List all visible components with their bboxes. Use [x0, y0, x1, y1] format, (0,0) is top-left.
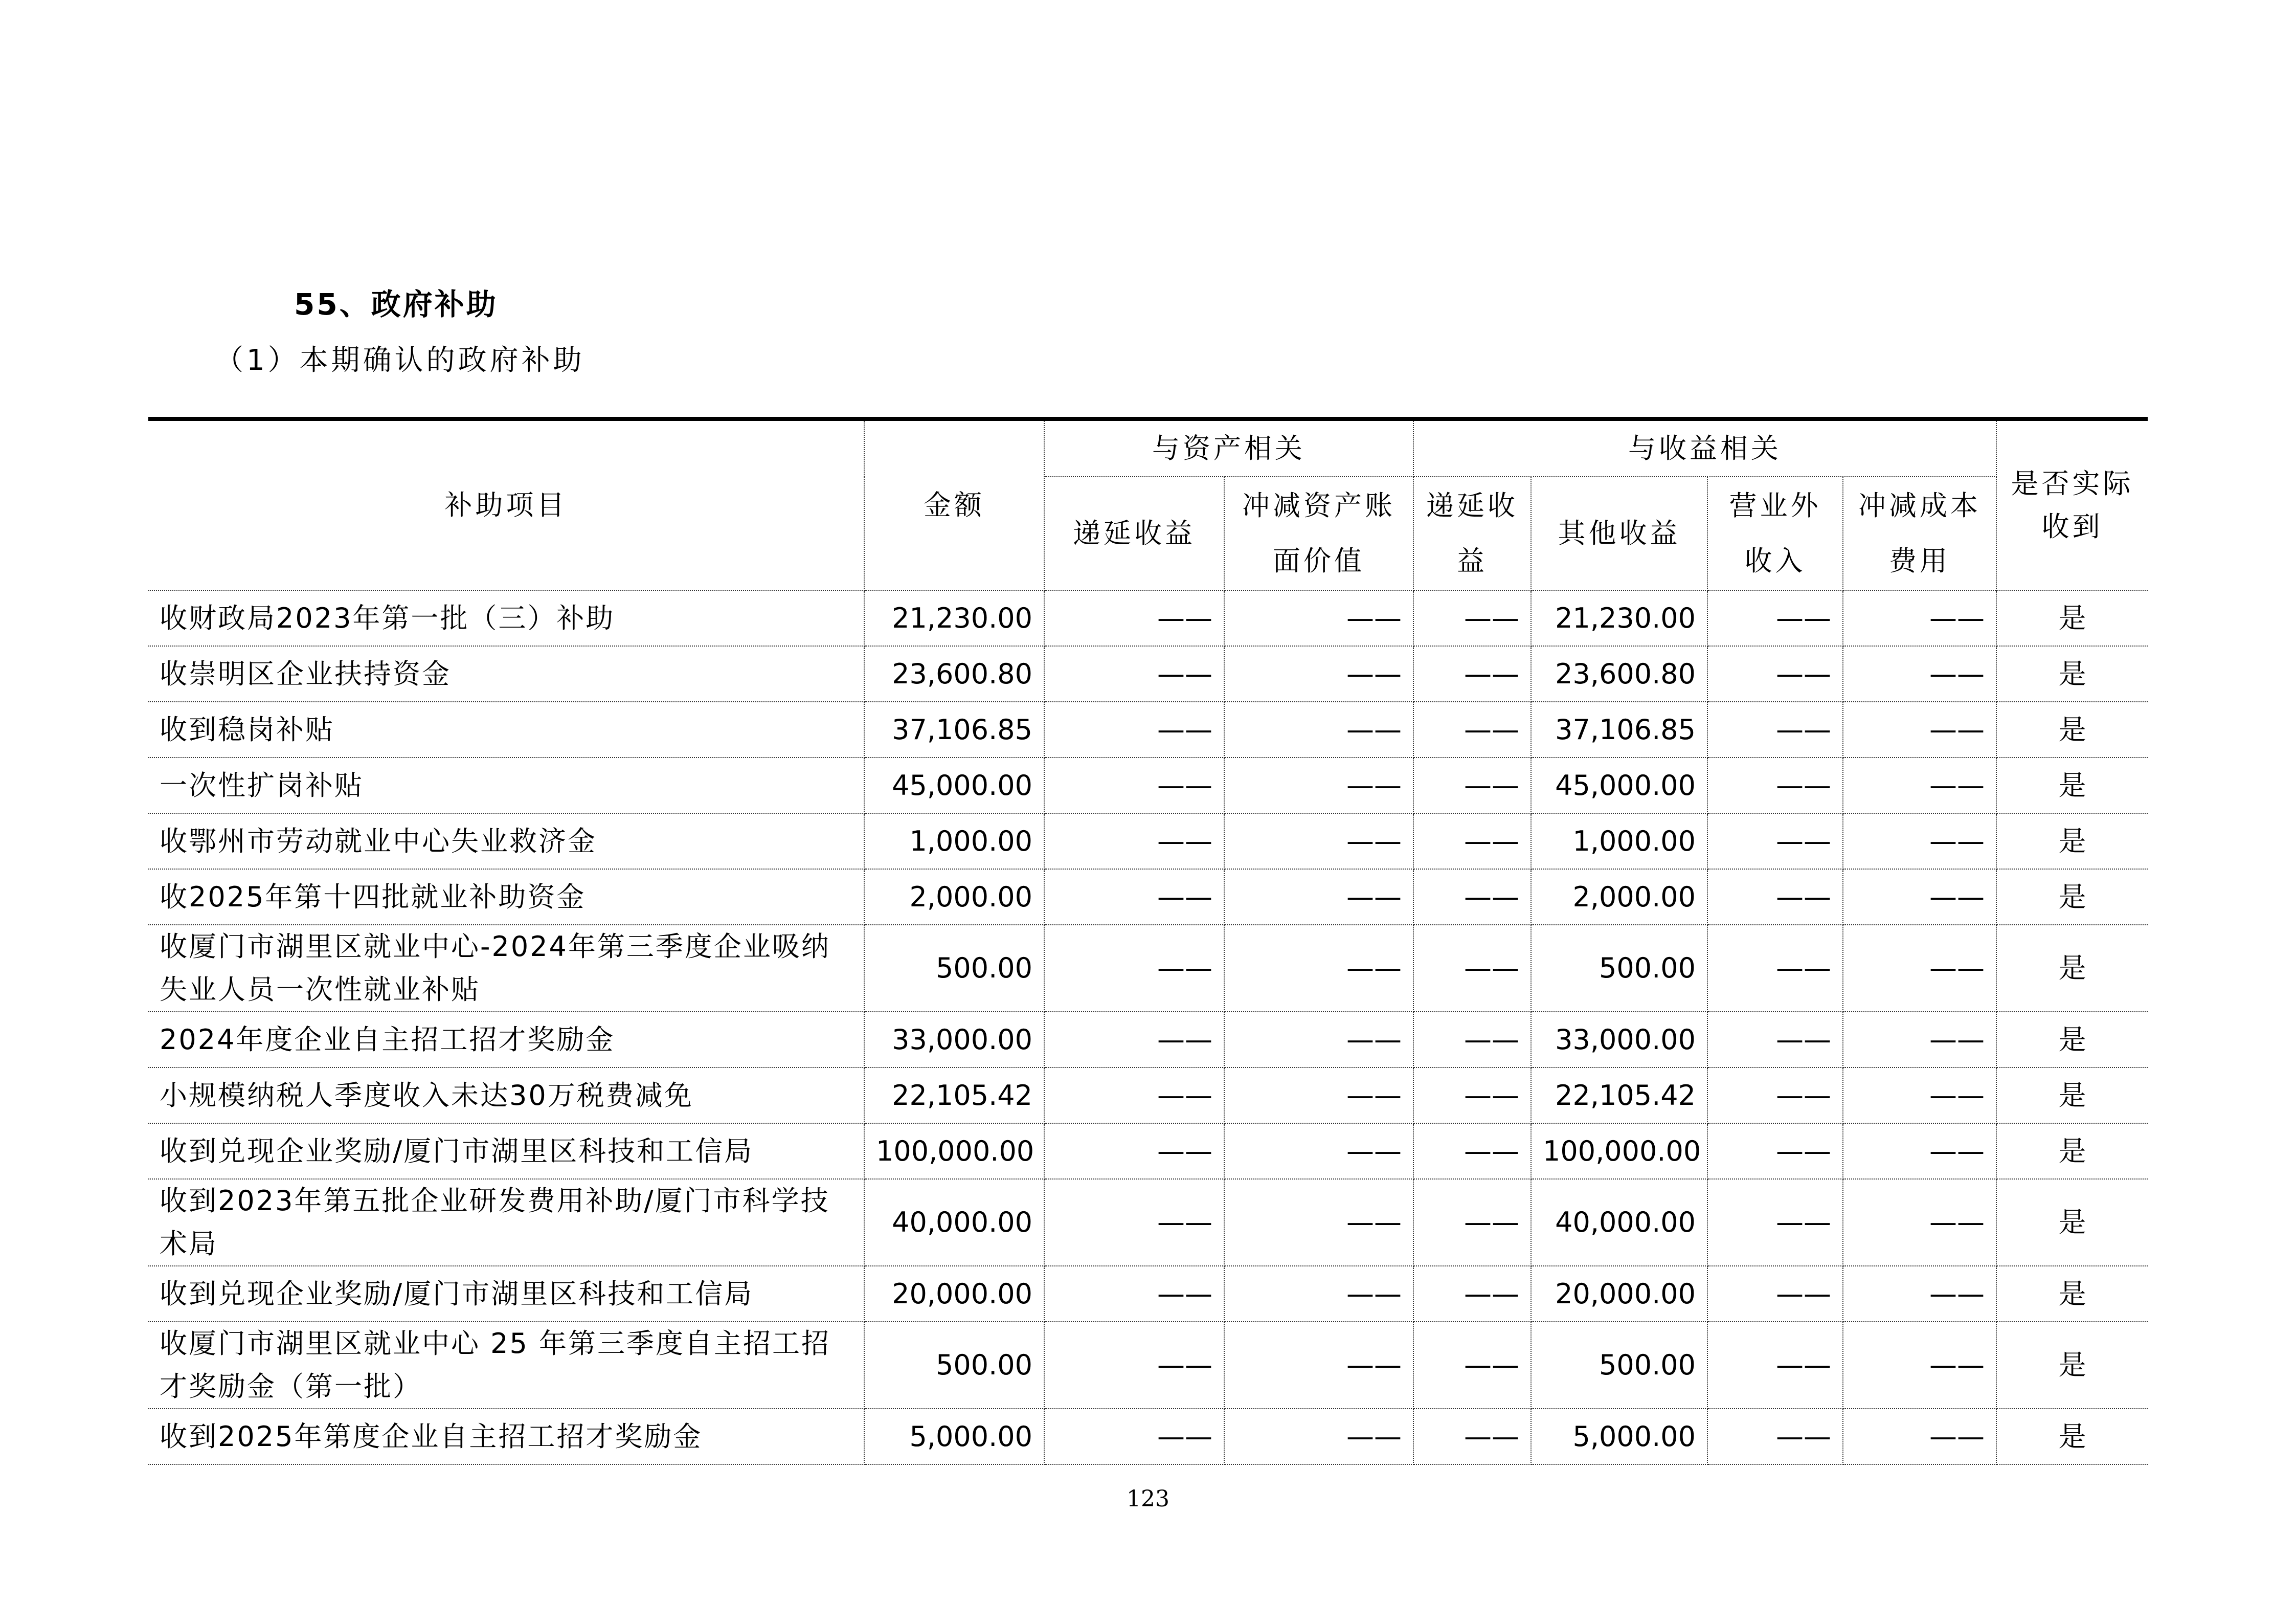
cell-non-operating: ——: [1707, 869, 1843, 925]
cell-other-income: 500.00: [1531, 1322, 1707, 1409]
cell-item: 2024年度企业自主招工招才奖励金: [148, 1012, 864, 1067]
cell-income-deferred: ——: [1413, 869, 1531, 925]
cell-amount: 500.00: [864, 1322, 1044, 1409]
cell-cost-offset: ——: [1843, 1322, 1996, 1409]
cell-non-operating: ——: [1707, 1322, 1843, 1409]
table-row: [148, 1123, 2148, 1179]
cell-asset-deferred: ——: [1044, 702, 1224, 758]
section-title: 55、政府补助: [294, 287, 498, 322]
cell-non-operating: ——: [1707, 1067, 1843, 1123]
cell-cost-offset: ——: [1843, 869, 1996, 925]
cell-income-deferred: ——: [1413, 702, 1531, 758]
header-cost-offset: 冲减成本费用: [1843, 477, 1996, 590]
cell-non-operating: ——: [1707, 1123, 1843, 1179]
header-asset-related: 与资产相关: [1044, 419, 1413, 477]
cell-other-income: 2,000.00: [1531, 869, 1707, 925]
cell-asset-offset: ——: [1224, 646, 1413, 702]
cell-item: 小规模纳税人季度收入未达30万税费减免: [148, 1067, 864, 1123]
cell-asset-offset: ——: [1224, 925, 1413, 1012]
cell-other-income: 23,600.80: [1531, 646, 1707, 702]
cell-other-income: 5,000.00: [1531, 1409, 1707, 1464]
cell-received: 是: [1996, 702, 2148, 758]
header-other-income: 其他收益: [1531, 477, 1707, 590]
table-row: [148, 1179, 2148, 1266]
cell-received: 是: [1996, 925, 2148, 1012]
cell-amount: 20,000.00: [864, 1266, 1044, 1322]
cell-income-deferred: ——: [1413, 1179, 1531, 1266]
cell-cost-offset: ——: [1843, 1409, 1996, 1464]
cell-asset-deferred: ——: [1044, 1179, 1224, 1266]
cell-amount: 40,000.00: [864, 1179, 1044, 1266]
cell-amount: 23,600.80: [864, 646, 1044, 702]
cell-item: 收厦门市湖里区就业中心-2024年第三季度企业吸纳失业人员一次性就业补贴: [148, 925, 864, 1012]
cell-item: 收厦门市湖里区就业中心 25 年第三季度自主招工招才奖励金（第一批）: [148, 1322, 864, 1409]
cell-cost-offset: ——: [1843, 925, 1996, 1012]
table-row: [148, 702, 2148, 758]
cell-cost-offset: ——: [1843, 646, 1996, 702]
table-row: [148, 758, 2148, 813]
cell-non-operating: ——: [1707, 1012, 1843, 1067]
header-amount: 金额: [864, 419, 1044, 590]
cell-asset-deferred: ——: [1044, 1266, 1224, 1322]
cell-cost-offset: ——: [1843, 813, 1996, 869]
header-asset-offset: 冲减资产账面价值: [1224, 477, 1413, 590]
cell-other-income: 37,106.85: [1531, 702, 1707, 758]
cell-asset-deferred: ——: [1044, 925, 1224, 1012]
cell-other-income: 22,105.42: [1531, 1067, 1707, 1123]
cell-item: 收到兑现企业奖励/厦门市湖里区科技和工信局: [148, 1123, 864, 1179]
cell-other-income: 20,000.00: [1531, 1266, 1707, 1322]
cell-asset-offset: ——: [1224, 1179, 1413, 1266]
cell-non-operating: ——: [1707, 646, 1843, 702]
cell-asset-deferred: ——: [1044, 758, 1224, 813]
cell-asset-deferred: ——: [1044, 869, 1224, 925]
cell-received: 是: [1996, 1067, 2148, 1123]
cell-item: 收到稳岗补贴: [148, 702, 864, 758]
cell-asset-offset: ——: [1224, 1123, 1413, 1179]
cell-item: 收崇明区企业扶持资金: [148, 646, 864, 702]
cell-received: 是: [1996, 590, 2148, 646]
cell-received: 是: [1996, 1123, 2148, 1179]
cell-income-deferred: ——: [1413, 646, 1531, 702]
cell-asset-offset: ——: [1224, 1409, 1413, 1464]
cell-amount: 22,105.42: [864, 1067, 1044, 1123]
cell-cost-offset: ——: [1843, 1067, 1996, 1123]
cell-received: 是: [1996, 1322, 2148, 1409]
cell-income-deferred: ——: [1413, 590, 1531, 646]
cell-asset-offset: ——: [1224, 702, 1413, 758]
table-row: [148, 1266, 2148, 1322]
cell-asset-offset: ——: [1224, 1067, 1413, 1123]
cell-amount: 1,000.00: [864, 813, 1044, 869]
cell-asset-deferred: ——: [1044, 1409, 1224, 1464]
cell-cost-offset: ——: [1843, 1123, 1996, 1179]
cell-item: 收鄂州市劳动就业中心失业救济金: [148, 813, 864, 869]
table-row: [148, 925, 2148, 1012]
cell-non-operating: ——: [1707, 702, 1843, 758]
cell-other-income: 33,000.00: [1531, 1012, 1707, 1067]
cell-other-income: 45,000.00: [1531, 758, 1707, 813]
cell-non-operating: ——: [1707, 813, 1843, 869]
table-row: [148, 869, 2148, 925]
cell-received: 是: [1996, 869, 2148, 925]
cell-asset-deferred: ——: [1044, 813, 1224, 869]
cell-asset-offset: ——: [1224, 758, 1413, 813]
header-received: 是否实际收到: [1996, 419, 2148, 590]
cell-received: 是: [1996, 1409, 2148, 1464]
cell-income-deferred: ——: [1413, 1266, 1531, 1322]
cell-asset-offset: ——: [1224, 813, 1413, 869]
cell-amount: 33,000.00: [864, 1012, 1044, 1067]
cell-income-deferred: ——: [1413, 758, 1531, 813]
cell-item: 收到兑现企业奖励/厦门市湖里区科技和工信局: [148, 1266, 864, 1322]
cell-non-operating: ——: [1707, 1409, 1843, 1464]
cell-asset-deferred: ——: [1044, 1012, 1224, 1067]
table-row: [148, 646, 2148, 702]
header-asset-deferred: 递延收益: [1044, 477, 1224, 590]
cell-amount: 45,000.00: [864, 758, 1044, 813]
cell-non-operating: ——: [1707, 925, 1843, 1012]
table-row: [148, 1322, 2148, 1409]
header-item: 补助项目: [148, 419, 864, 590]
cell-amount: 100,000.00: [864, 1123, 1044, 1179]
cell-amount: 2,000.00: [864, 869, 1044, 925]
cell-income-deferred: ——: [1413, 925, 1531, 1012]
cell-received: 是: [1996, 1266, 2148, 1322]
sub-title: （1）本期确认的政府补助: [215, 344, 585, 377]
cell-item: 收到2023年第五批企业研发费用补助/厦门市科学技术局: [148, 1179, 864, 1266]
cell-received: 是: [1996, 1012, 2148, 1067]
cell-income-deferred: ——: [1413, 1012, 1531, 1067]
page-number: 123: [1127, 1486, 1169, 1512]
cell-other-income: 100,000.00: [1531, 1123, 1707, 1179]
cell-asset-offset: ——: [1224, 590, 1413, 646]
cell-non-operating: ——: [1707, 590, 1843, 646]
cell-asset-offset: ——: [1224, 1012, 1413, 1067]
cell-amount: 5,000.00: [864, 1409, 1044, 1464]
cell-asset-deferred: ——: [1044, 1123, 1224, 1179]
cell-other-income: 1,000.00: [1531, 813, 1707, 869]
header-income-related: 与收益相关: [1413, 419, 1996, 477]
cell-item: 收到2025年第度企业自主招工招才奖励金: [148, 1409, 864, 1464]
header-non-operating: 营业外收入: [1707, 477, 1843, 590]
cell-asset-deferred: ——: [1044, 646, 1224, 702]
table-row: [148, 1012, 2148, 1067]
cell-amount: 37,106.85: [864, 702, 1044, 758]
cell-amount: 21,230.00: [864, 590, 1044, 646]
cell-income-deferred: ——: [1413, 1123, 1531, 1179]
cell-item: 收财政局2023年第一批（三）补助: [148, 590, 864, 646]
cell-item: 收2025年第十四批就业补助资金: [148, 869, 864, 925]
table-row: [148, 1067, 2148, 1123]
cell-non-operating: ——: [1707, 1266, 1843, 1322]
cell-income-deferred: ——: [1413, 1409, 1531, 1464]
cell-asset-deferred: ——: [1044, 590, 1224, 646]
cell-other-income: 21,230.00: [1531, 590, 1707, 646]
cell-other-income: 500.00: [1531, 925, 1707, 1012]
cell-non-operating: ——: [1707, 758, 1843, 813]
cell-received: 是: [1996, 1179, 2148, 1266]
government-grants-table: [148, 417, 2148, 1465]
cell-income-deferred: ——: [1413, 813, 1531, 869]
cell-cost-offset: ——: [1843, 1012, 1996, 1067]
cell-received: 是: [1996, 813, 2148, 869]
cell-asset-offset: ——: [1224, 1266, 1413, 1322]
cell-cost-offset: ——: [1843, 1179, 1996, 1266]
cell-asset-deferred: ——: [1044, 1322, 1224, 1409]
cell-amount: 500.00: [864, 925, 1044, 1012]
table-row: [148, 813, 2148, 869]
cell-asset-offset: ——: [1224, 1322, 1413, 1409]
header-income-deferred: 递延收益: [1413, 477, 1531, 590]
cell-non-operating: ——: [1707, 1179, 1843, 1266]
cell-cost-offset: ——: [1843, 702, 1996, 758]
cell-received: 是: [1996, 646, 2148, 702]
cell-asset-offset: ——: [1224, 869, 1413, 925]
table-row: [148, 590, 2148, 646]
cell-item: 一次性扩岗补贴: [148, 758, 864, 813]
cell-other-income: 40,000.00: [1531, 1179, 1707, 1266]
cell-income-deferred: ——: [1413, 1322, 1531, 1409]
table-row: [148, 1409, 2148, 1464]
cell-asset-deferred: ——: [1044, 1067, 1224, 1123]
cell-cost-offset: ——: [1843, 590, 1996, 646]
cell-cost-offset: ——: [1843, 1266, 1996, 1322]
cell-income-deferred: ——: [1413, 1067, 1531, 1123]
cell-received: 是: [1996, 758, 2148, 813]
cell-cost-offset: ——: [1843, 758, 1996, 813]
